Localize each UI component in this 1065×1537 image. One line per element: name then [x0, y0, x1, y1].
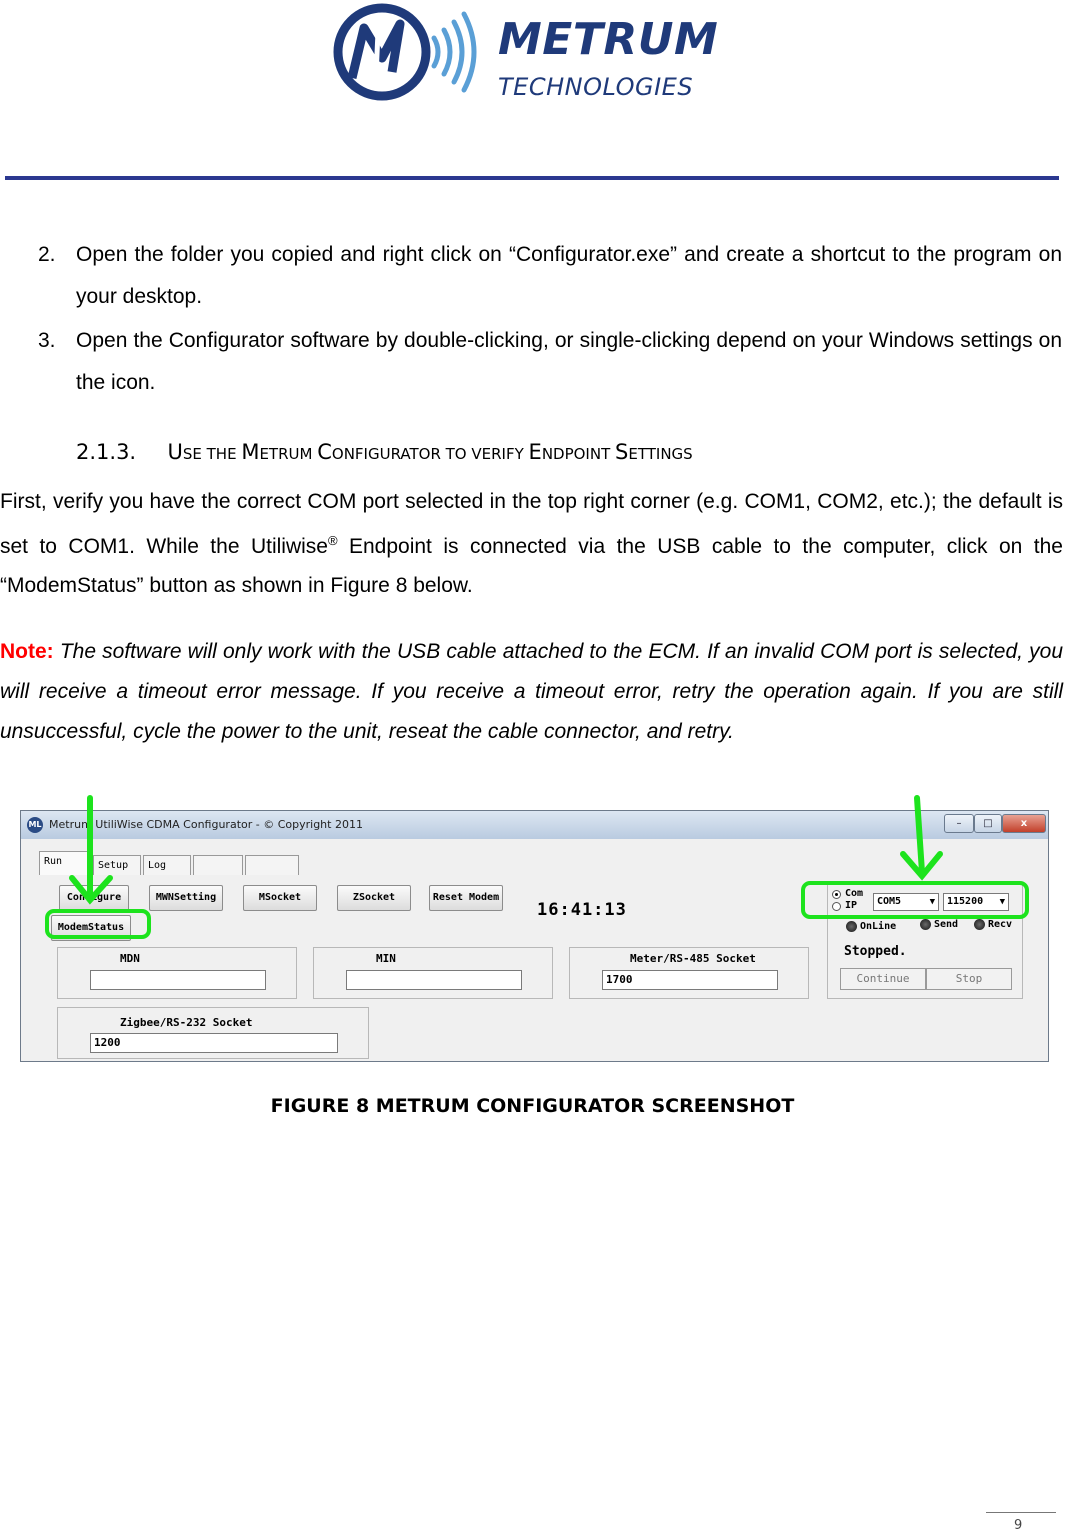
heading-part: ETTINGS: [628, 445, 693, 463]
mdn-group: [57, 947, 297, 999]
send-label: Send: [934, 919, 959, 930]
window-title: Metrum UtiliWise CDMA Configurator - © Copyright 2011: [49, 818, 363, 831]
configure-button[interactable]: Configure: [59, 885, 129, 911]
com-port-value: COM5: [877, 896, 902, 907]
maximize-button[interactable]: □: [974, 814, 1002, 833]
tab-log[interactable]: Log: [143, 855, 191, 875]
figure-caption: FIGURE 8 METRUM CONFIGURATOR SCREENSHOT: [270, 1095, 795, 1117]
status-text: Stopped.: [844, 944, 907, 959]
section-number: 2.1.3.: [76, 440, 137, 464]
tab-setup[interactable]: Setup: [93, 855, 141, 875]
heading-part: U: [167, 440, 183, 464]
mdn-label: MDN: [120, 952, 140, 965]
zigbee-socket-label: Zigbee/RS-232 Socket: [120, 1016, 253, 1029]
intro-paragraph: [0, 482, 1063, 605]
clock-display: 16:41:13: [537, 900, 627, 920]
header-divider: [5, 176, 1059, 180]
heading-part: E: [528, 440, 542, 464]
paragraph-text: First, verify you have the correct COM port selected in the top right corner (e.g. COM1, COM2, etc.); the default is set to COM1. While the Utiliwise: [0, 490, 1063, 558]
app-logo-icon: ML: [27, 817, 43, 833]
recv-led-icon: [974, 919, 985, 930]
heading-part: C: [317, 440, 332, 464]
reset-modem-button[interactable]: Reset Modem: [429, 885, 503, 911]
step-3-number: 3.: [38, 329, 56, 352]
min-group: [313, 947, 553, 999]
heading-part: ONFIGURATOR TO VERIFY: [331, 445, 529, 463]
registered-mark: ®: [327, 533, 338, 548]
step-3-text: Open the Configurator software by double-clicking, or single-clicking depend on your Windows settings on the icon.: [76, 329, 1062, 394]
chevron-down-icon: ▼: [999, 897, 1005, 907]
note-text: The software will only work with the USB cable attached to the ECM. If an invalid COM port is selected, you will receive a timeout error message. If you receive a timeout error, retry the operation again. If you are still unsuccessful, cycle the power to the unit, reseat the cable connector, and retry.: [0, 640, 1063, 743]
recv-label: Recv: [988, 919, 1013, 930]
heading-part: ETRUM: [259, 445, 318, 463]
ip-radio-label: IP: [845, 900, 858, 911]
section-heading: [76, 440, 693, 464]
zigbee-socket-field[interactable]: 1200: [90, 1033, 338, 1053]
heading-part: SE THE: [182, 445, 242, 463]
zigbee-socket-group: [57, 1007, 369, 1059]
paragraph-text: Endpoint is connected via the USB cable to the computer, click on the “ModemStatus” button as shown in Figure 8 below.: [0, 535, 1063, 597]
heading-part: S: [615, 440, 629, 464]
stop-button[interactable]: Stop: [926, 968, 1012, 990]
msocket-button[interactable]: MSocket: [243, 885, 317, 911]
com-radio-label: Com: [845, 888, 864, 899]
continue-button[interactable]: Continue: [840, 968, 926, 990]
mdn-field[interactable]: [90, 970, 266, 990]
chevron-down-icon: ▼: [929, 897, 935, 907]
note-label: Note:: [0, 640, 54, 663]
heading-part: M: [241, 440, 260, 464]
footer-divider: [986, 1512, 1056, 1513]
meter-socket-field[interactable]: 1700: [602, 970, 778, 990]
page-number: 9: [1014, 1518, 1023, 1533]
tab-run[interactable]: Run: [39, 851, 91, 875]
annotation-arrows: [0, 790, 1065, 920]
heading-part: NDPOINT: [541, 445, 616, 463]
online-label: OnLine: [860, 921, 897, 932]
zsocket-button[interactable]: ZSocket: [337, 885, 411, 911]
step-2-number: 2.: [38, 243, 56, 266]
close-button[interactable]: x: [1002, 814, 1046, 833]
note-paragraph: [0, 632, 1063, 752]
meter-socket-group: [569, 947, 809, 999]
modem-status-button[interactable]: ModemStatus: [51, 915, 131, 941]
mwn-setting-button[interactable]: MWNSetting: [149, 885, 223, 911]
step-2-text: Open the folder you copied and right click on “Configurator.exe” and create a shortcut to the program on your desktop.: [76, 243, 1062, 308]
minimize-button[interactable]: –: [944, 814, 974, 833]
logo-wordmark: METRUM: [498, 14, 719, 65]
arrow-down-icon: [917, 798, 922, 872]
send-led-icon: [920, 919, 931, 930]
meter-socket-label: Meter/RS-485 Socket: [630, 952, 756, 965]
online-led-icon: [846, 921, 857, 932]
min-field[interactable]: [346, 970, 522, 990]
baud-rate-value: 115200: [947, 896, 984, 907]
logo-subtitle: TECHNOLOGIES: [498, 73, 694, 101]
min-label: MIN: [376, 952, 396, 965]
